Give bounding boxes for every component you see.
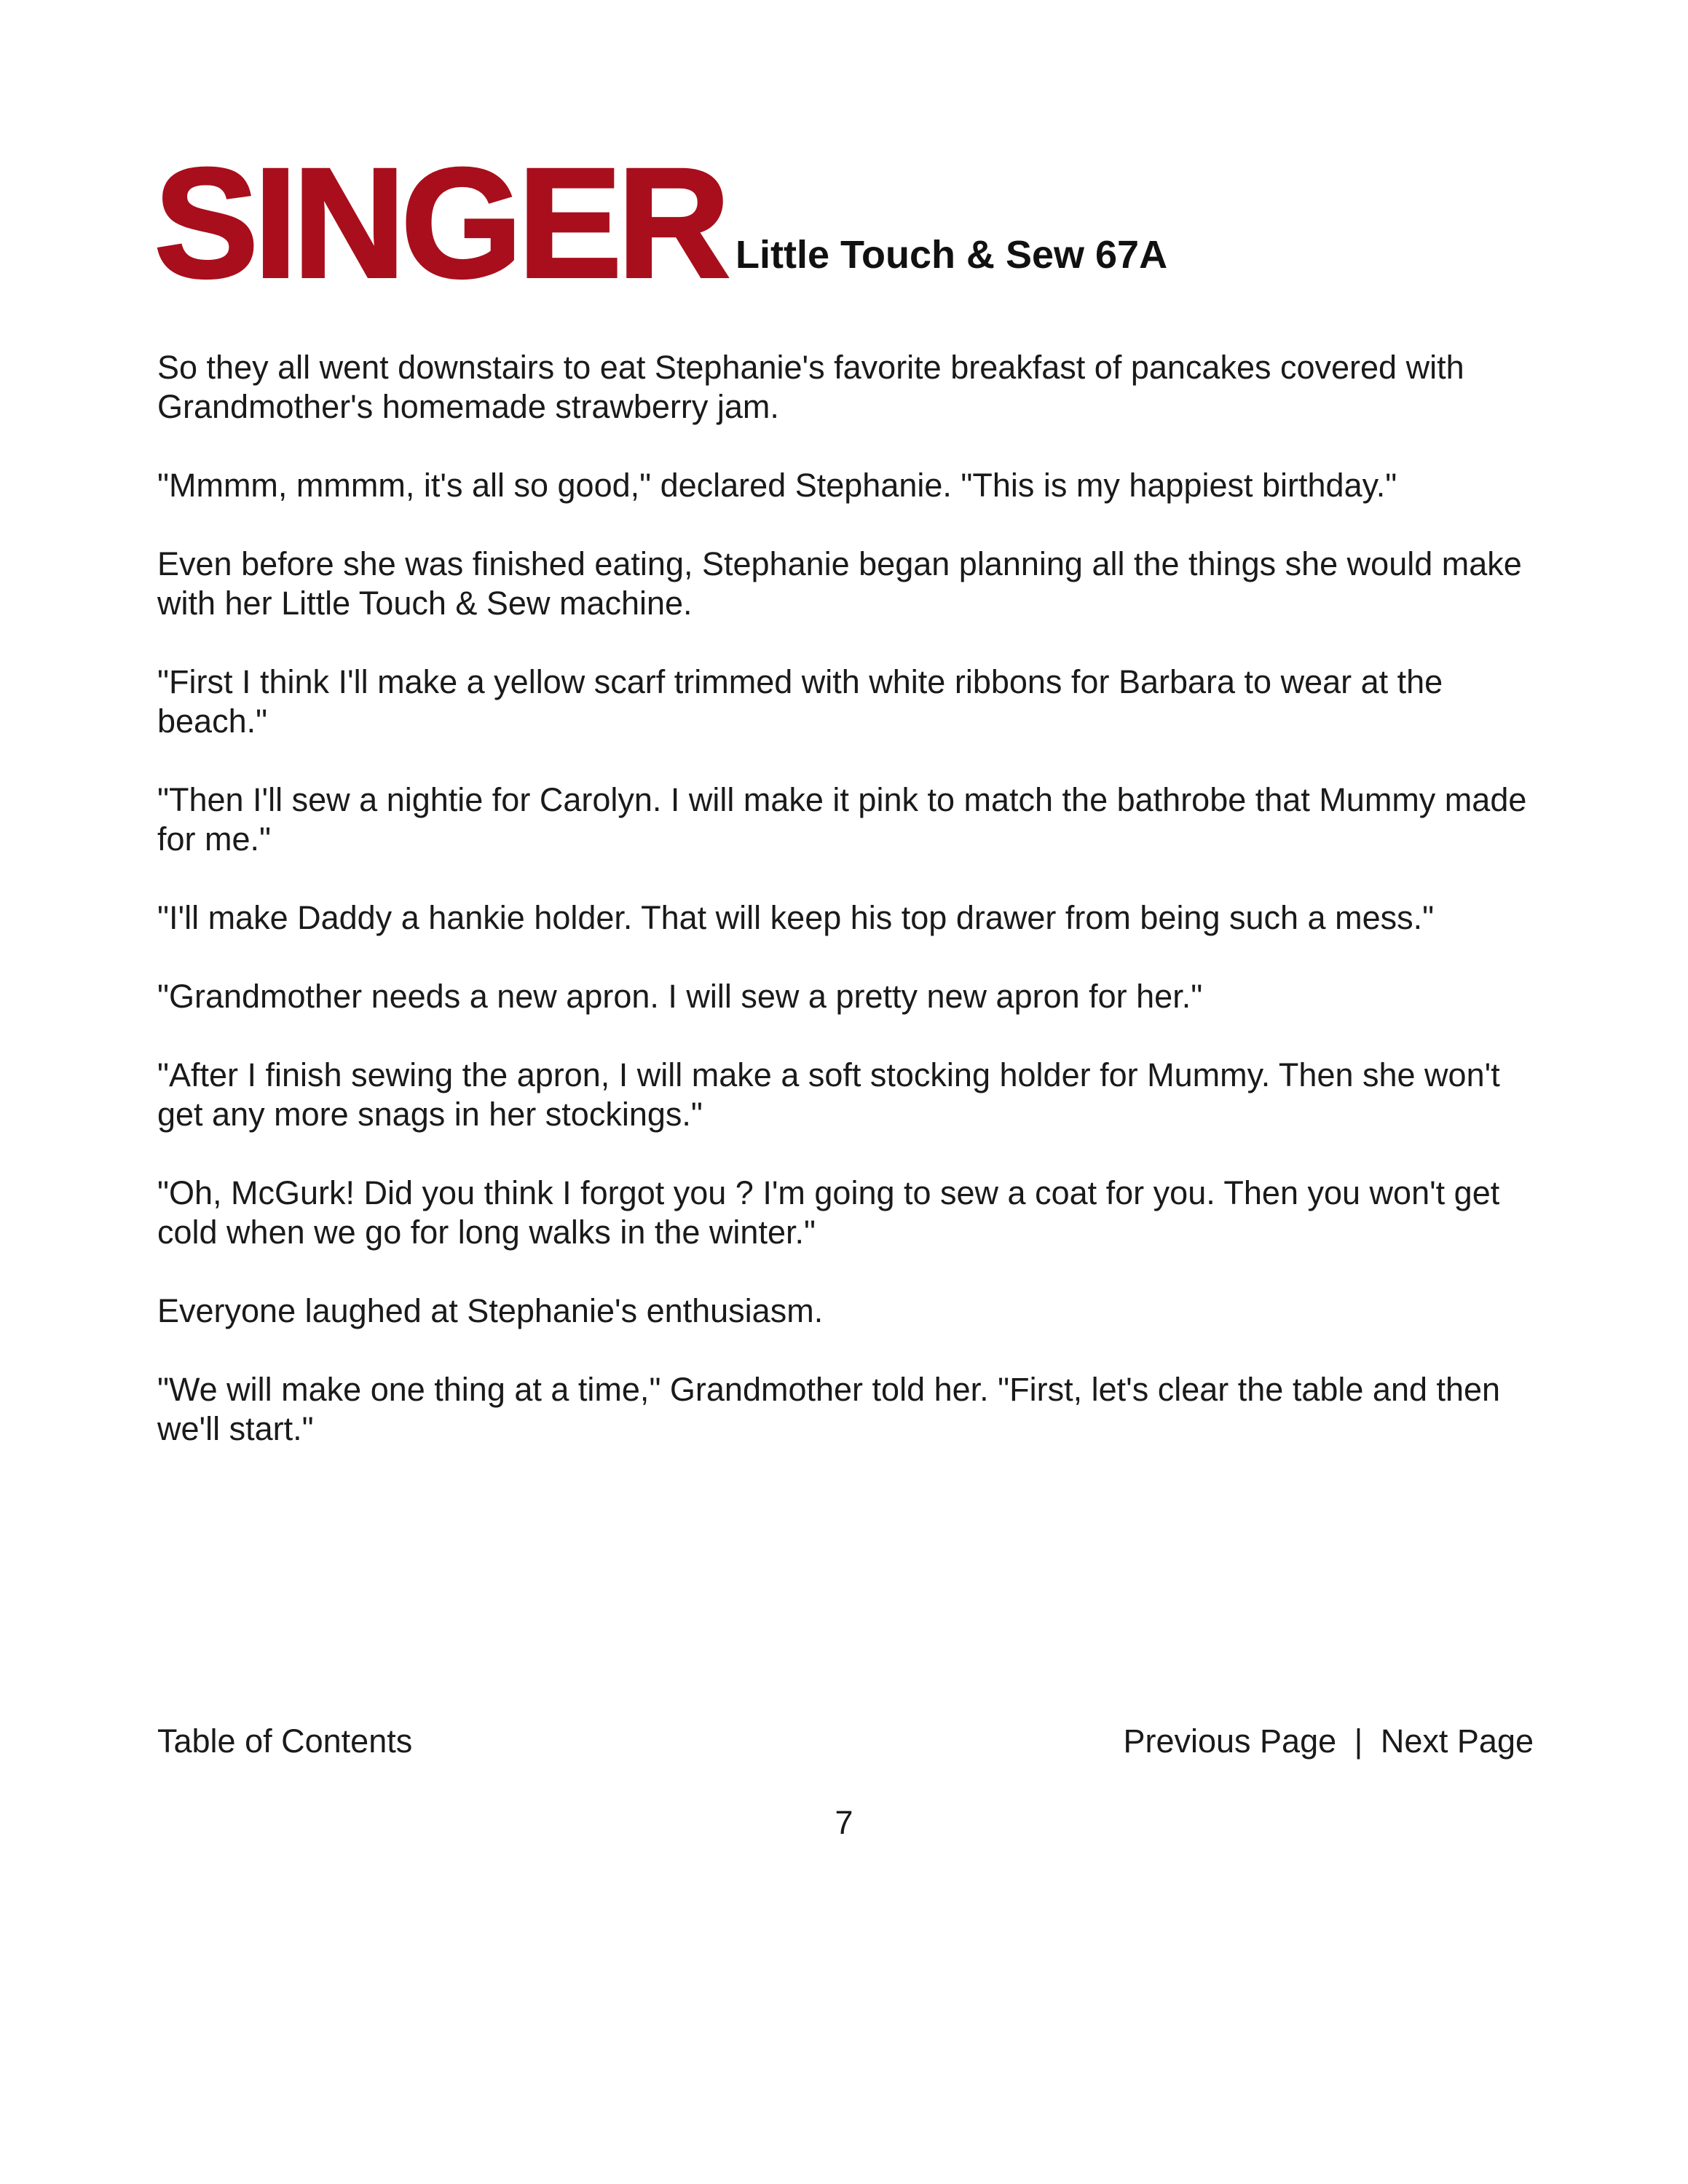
next-page-link[interactable]: Next Page [1380, 1722, 1534, 1760]
footer-nav [157, 1720, 1534, 1763]
paragraph: So they all went downstairs to eat Stephanie's favorite breakfast of pancakes covered with Grandmother's homemade strawberry jam. [157, 349, 1464, 425]
page-navigation [1123, 1720, 1534, 1763]
paragraph: "Then I'll sew a nightie for Carolyn. I will make it pink to match the bathrobe that Mummy made for me." [157, 781, 1527, 858]
product-title: Little Touch & Sew 67A [735, 233, 1168, 277]
paragraph: "Oh, McGurk! Did you think I forgot you ? I'm going to sew a coat for you. Then you won't get cold when we go for long walks in the winter." [157, 1174, 1500, 1251]
paragraph: "I'll make Daddy a hankie holder. That will keep his top drawer from being such a mess." [157, 899, 1435, 936]
story-text [157, 348, 1541, 1488]
nav-separator: | [1354, 1722, 1363, 1760]
paragraph: Everyone laughed at Stephanie's enthusiasm. [157, 1292, 824, 1329]
paragraph: "First I think I'll make a yellow scarf trimmed with white ribbons for Barbara to wear at the beach." [157, 663, 1443, 740]
paragraph: Even before she was finished eating, Stephanie began planning all the things she would make with her Little Touch & Sew machine. [157, 545, 1522, 622]
previous-page-link[interactable]: Previous Page [1123, 1722, 1337, 1760]
page-header [154, 136, 1538, 310]
paragraph: "After I finish sewing the apron, I will make a soft stocking holder for Mummy. Then she won't get any more snags in her stockings." [157, 1056, 1500, 1133]
paragraph: "Grandmother needs a new apron. I will sew a pretty new apron for her." [157, 978, 1203, 1015]
paragraph: "Mmmm, mmmm, it's all so good," declared Stephanie. "This is my happiest birthday." [157, 467, 1397, 504]
table-of-contents-link[interactable]: Table of Contents [157, 1722, 413, 1760]
page-number: 7 [835, 1804, 853, 1841]
paragraph: "We will make one thing at a time," Grandmother told her. "First, let's clear the table and then we'll start." [157, 1371, 1501, 1447]
singer-logo: SINGER [154, 136, 726, 310]
